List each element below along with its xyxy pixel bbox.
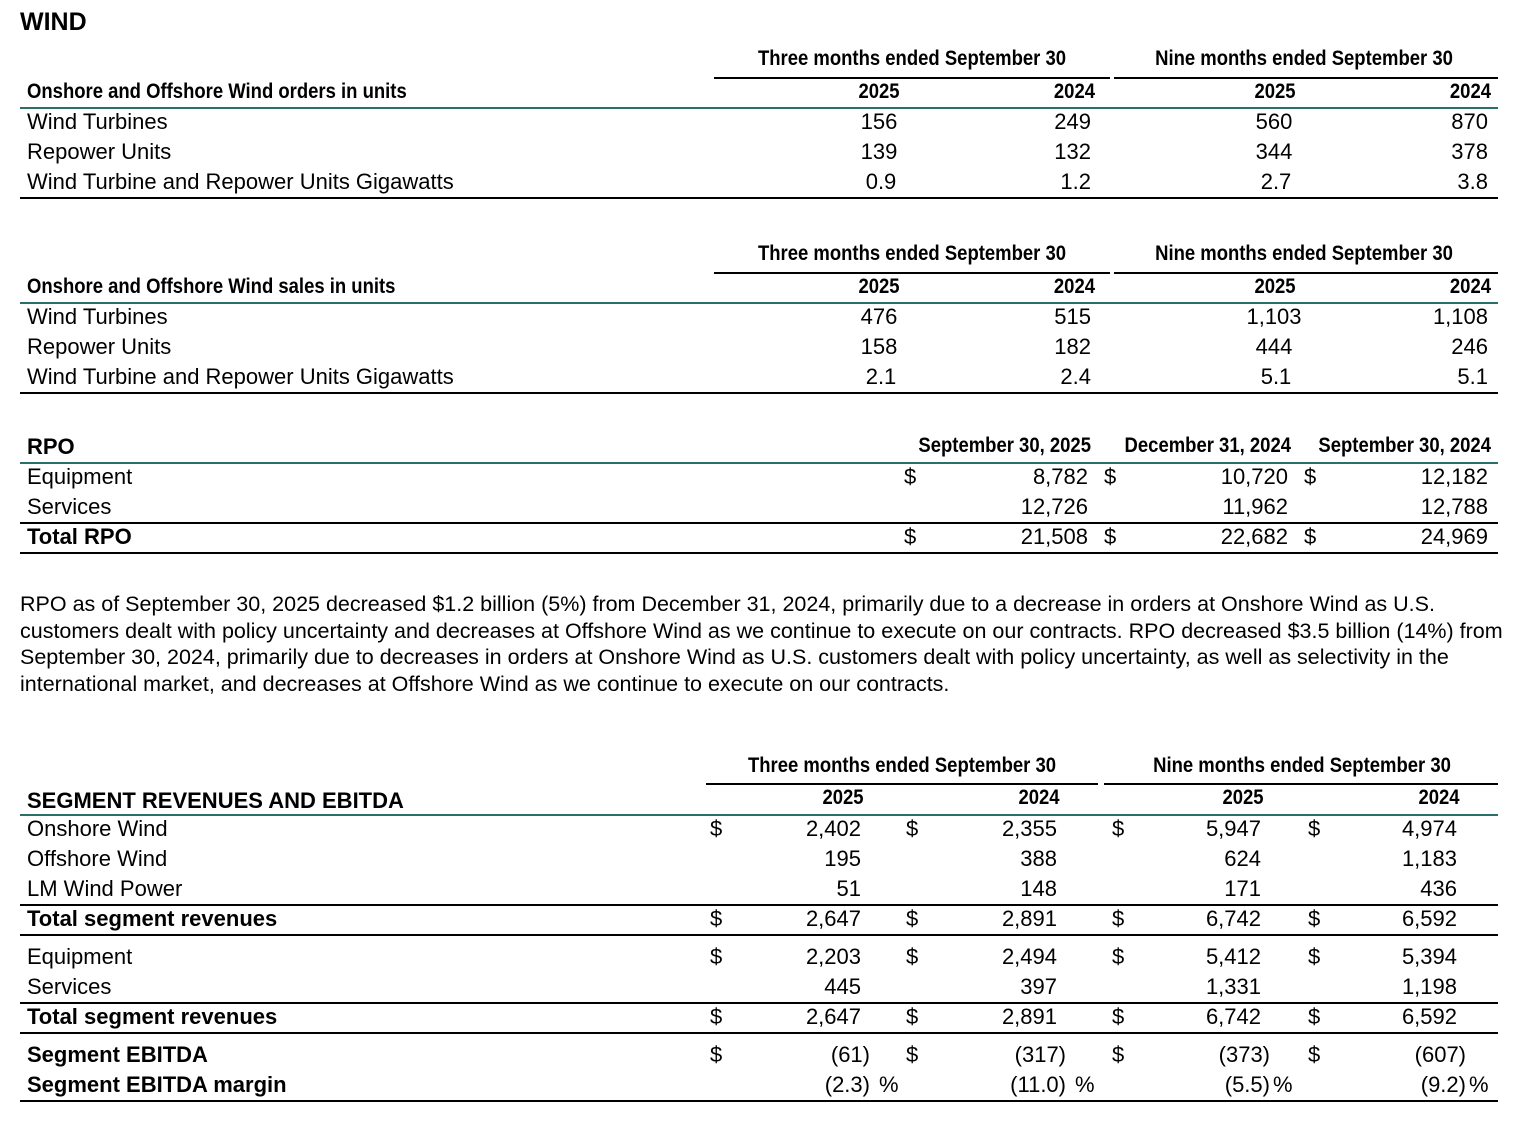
orders-period-rule-1: [714, 77, 1110, 79]
sales-period-rule-1: [714, 272, 1110, 274]
rpo-header-sep-2024: September 30, 2024: [1318, 434, 1491, 457]
orders-year-n-2025: 2025: [1254, 80, 1296, 103]
orders-period-rule-2: [1114, 77, 1498, 79]
segment-year-n-2025: 2025: [1222, 786, 1264, 809]
orders-year-q-2024: 2024: [1053, 80, 1095, 103]
segment-period-rule-1: [706, 783, 1098, 785]
segment-total-rule-2-bottom: [20, 1032, 1498, 1034]
sales-period-rule-2: [1114, 272, 1498, 274]
orders-year-n-2024: 2024: [1449, 80, 1491, 103]
rpo-header-sep-2025: September 30, 2025: [918, 434, 1091, 457]
sales-bottom-rule: [20, 392, 1498, 394]
segment-period-nine-months: Nine months ended September 30: [1153, 754, 1451, 777]
sales-period-three-months: Three months ended September 30: [757, 242, 1067, 265]
segment-bottom-rule: [20, 1100, 1498, 1102]
segment-period-three-months: Three months ended September 30: [747, 754, 1057, 777]
sales-period-nine-months: Nine months ended September 30: [1155, 242, 1453, 265]
segment-header-rule: [20, 814, 1498, 816]
sales-year-n-2024: 2024: [1449, 275, 1491, 298]
rpo-header-dec-2024: December 31, 2024: [1124, 434, 1291, 457]
segment-year-q-2024: 2024: [1018, 786, 1060, 809]
rpo-bottom-rule: [20, 552, 1498, 554]
segment-total-rule-1-bottom: [20, 934, 1498, 936]
segment-year-q-2025: 2025: [822, 786, 864, 809]
segment-label: SEGMENT REVENUES AND EBITDA: [27, 788, 404, 813]
page-title: WIND: [20, 8, 87, 36]
segment-period-rule-2: [1104, 783, 1498, 785]
sales-year-n-2025: 2025: [1254, 275, 1296, 298]
rpo-commentary: RPO as of September 30, 2025 decreased $1.2 billion (5%) from December 31, 2024, primarily due to a decrease in orders at Onshore Wind as U.S. customers dealt with policy uncertainty and decreases at Offshore Wind as we continue to execute on our contracts. RPO decreased $3.5 billion (14%) from September 30, 2024, primarily due to decreases in orders at Onshore Wind as U.S. customers dealt with policy uncertainty, as well as selectivity in the international market, and decreases at Offshore Wind as we continue to execute on our contracts.: [20, 592, 1503, 696]
orders-bottom-rule: [20, 197, 1498, 199]
segment-year-n-2024: 2024: [1418, 786, 1460, 809]
sales-year-q-2024: 2024: [1053, 275, 1095, 298]
orders-row-label: Onshore and Offshore Wind orders in units: [27, 80, 407, 103]
rpo-label: RPO: [27, 434, 75, 459]
sales-row-label: Onshore and Offshore Wind sales in units: [27, 275, 396, 298]
orders-period-three-months: Three months ended September 30: [757, 47, 1067, 70]
sales-year-q-2025: 2025: [858, 275, 900, 298]
orders-period-nine-months: Nine months ended September 30: [1155, 47, 1453, 70]
orders-year-q-2025: 2025: [858, 80, 900, 103]
